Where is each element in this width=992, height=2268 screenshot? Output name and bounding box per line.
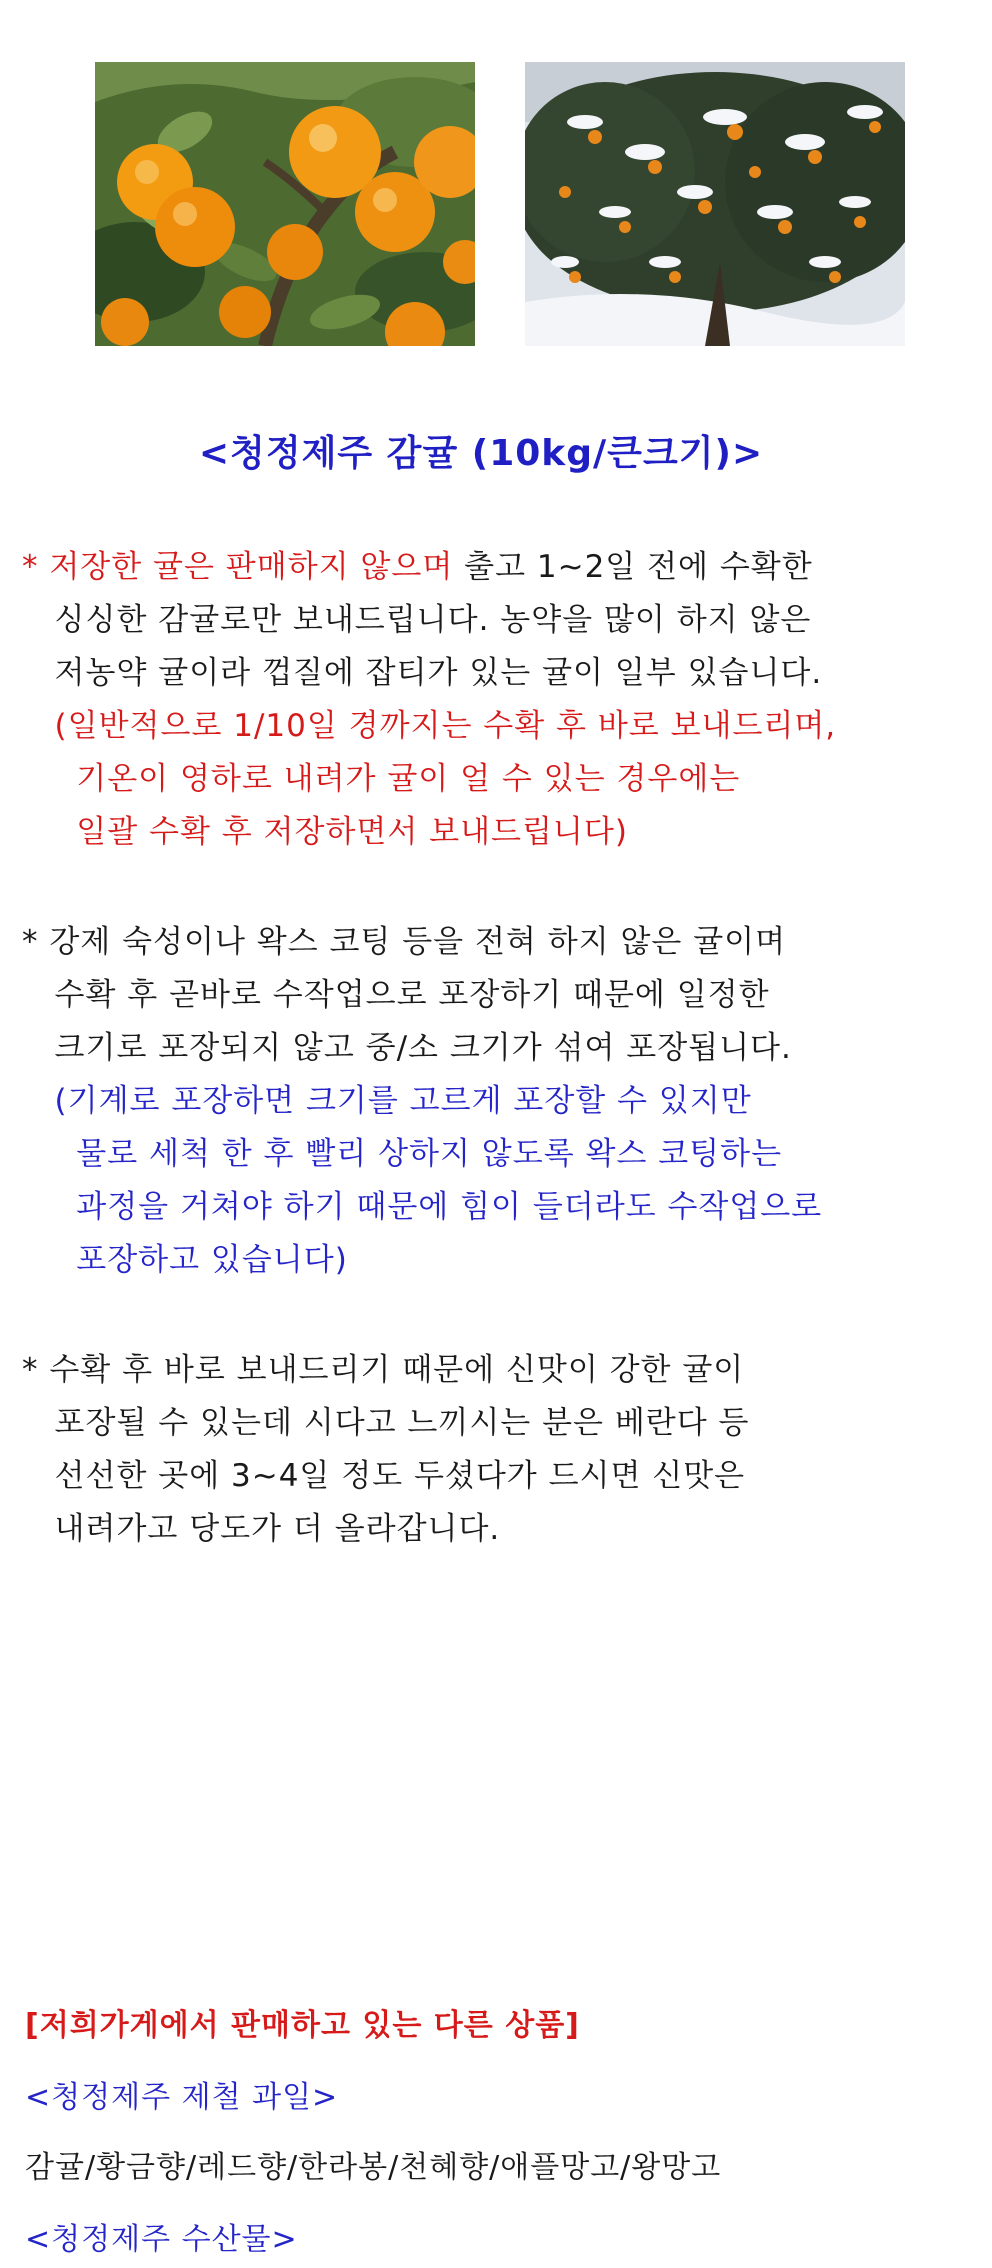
notice-line xyxy=(22,1344,972,1397)
notice-text-segment: * 강제 숙성이나 왁스 코팅 등을 전혀 하지 않은 귤이며 xyxy=(22,924,787,960)
product-title: <청정제주 감귤 (10kg/큰크기)> xyxy=(198,433,764,474)
notice-line xyxy=(22,753,972,806)
mandarin-tree-photo xyxy=(95,62,475,346)
notice-line xyxy=(22,1128,972,1181)
notice-line xyxy=(22,1181,972,1234)
notice-line xyxy=(22,916,972,969)
seafood-category-title: <청정제주 수산물> xyxy=(25,2222,298,2257)
notice-line xyxy=(22,1503,972,1556)
notice-line xyxy=(22,1397,972,1450)
notice-text-segment: 저농약 귤이라 껍질에 잡티가 있는 귤이 일부 있습니다. xyxy=(22,655,823,691)
notice-text-segment: 기온이 영하로 내려가 귤이 얼 수 있는 경우에는 xyxy=(22,761,741,797)
snowy-orchard-photo xyxy=(525,62,905,346)
notice-line xyxy=(22,969,972,1022)
notice-line xyxy=(22,1450,972,1503)
notice-line xyxy=(22,806,972,859)
notice-text-segment: (일반적으로 1/10일 경까지는 수확 후 바로 보내드리며, xyxy=(22,708,837,744)
notice-text-segment: * 수확 후 바로 보내드리기 때문에 신맛이 강한 귤이 xyxy=(22,1352,745,1388)
notice-text-segment: 저장한 귤은 판매하지 않으며 xyxy=(49,549,454,585)
notice-text-segment: 싱싱한 감귤로만 보내드립니다. 농약을 많이 하지 않은 xyxy=(22,602,812,638)
notice-storage xyxy=(22,541,972,859)
notice-line xyxy=(22,541,972,594)
notice-text-segment: 물로 세척 한 후 빨리 상하지 않도록 왁스 코팅하는 xyxy=(22,1136,783,1172)
notice-line xyxy=(22,647,972,700)
notice-text-segment: 포장될 수 있는데 시다고 느끼시는 분은 베란다 등 xyxy=(22,1405,750,1441)
notice-line xyxy=(22,594,972,647)
notice-text-segment: 내려가고 당도가 더 올라갑니다. xyxy=(22,1511,501,1547)
notice-text-segment: 출고 1~2일 전에 수확한 xyxy=(453,549,813,585)
notice-text-segment: 과정을 거쳐야 하기 때문에 힘이 들더라도 수작업으로 xyxy=(22,1189,823,1225)
notice-line xyxy=(22,1234,972,1287)
notice-line xyxy=(22,700,972,753)
notice-text-segment: (기계로 포장하면 크기를 고르게 포장할 수 있지만 xyxy=(22,1083,752,1119)
notice-text-segment: 포장하고 있습니다) xyxy=(22,1242,348,1278)
other-products-heading: [저희가게에서 판매하고 있는 다른 상품] xyxy=(25,2008,580,2043)
mandarin-oranges-image xyxy=(95,62,475,346)
notice-text-segment: 선선한 곳에 3~4일 정도 두셨다가 드시면 신맛은 xyxy=(22,1458,746,1494)
notice-sourness xyxy=(22,1344,972,1556)
notice-line xyxy=(22,1022,972,1075)
notice-packaging xyxy=(22,916,972,1287)
notice-text-segment: 수확 후 곧바로 수작업으로 포장하기 때문에 일정한 xyxy=(22,977,770,1013)
snow-covered-trees-image xyxy=(525,62,905,346)
fruit-items: 감귤/황금향/레드향/한라봉/천혜향/애플망고/왕망고 xyxy=(25,2150,722,2185)
notice-line xyxy=(22,1075,972,1128)
notice-text-segment: 크기로 포장되지 않고 중/소 크기가 섞여 포장됩니다. xyxy=(22,1030,792,1066)
fruit-category-title: <청정제주 제철 과일> xyxy=(25,2080,339,2115)
notice-text-segment: * xyxy=(22,549,50,585)
notice-text-segment: 일괄 수확 후 저장하면서 보내드립니다) xyxy=(22,814,628,850)
